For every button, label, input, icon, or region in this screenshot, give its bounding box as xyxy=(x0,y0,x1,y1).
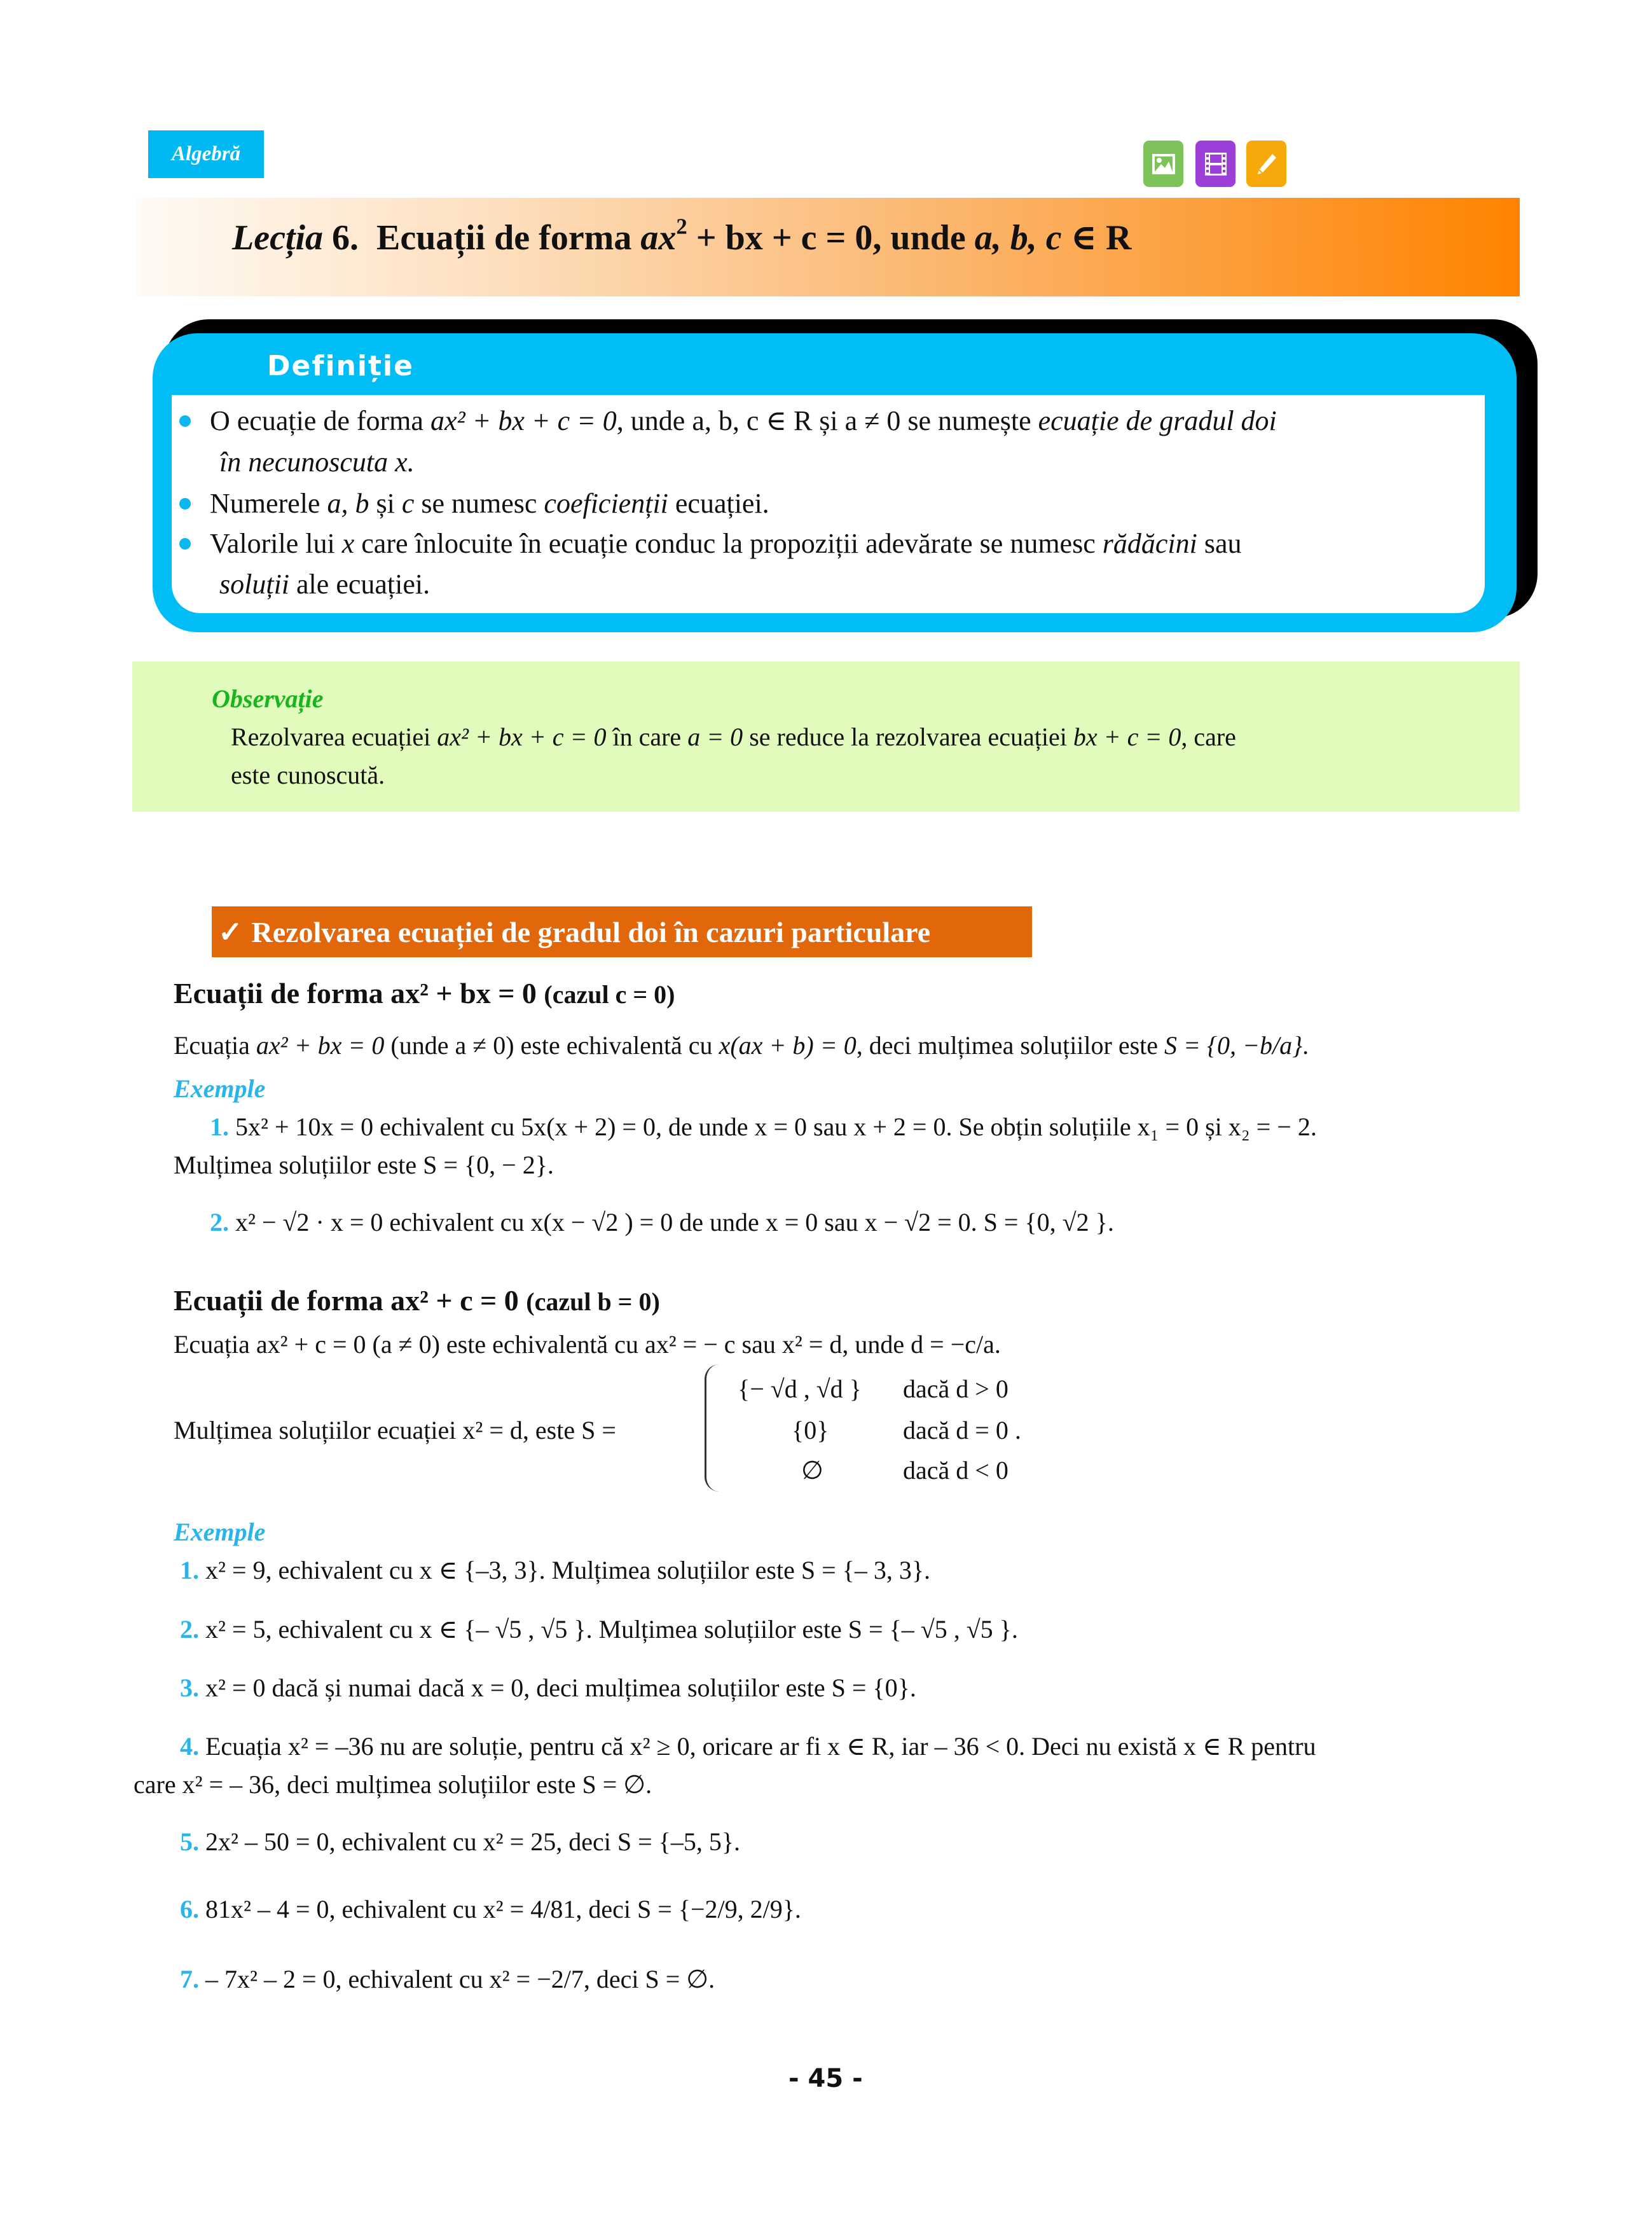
case-brace xyxy=(705,1364,719,1492)
checkmark-icon: ✓ xyxy=(218,916,243,948)
subject-badge: Algebră xyxy=(148,130,264,178)
video-icon[interactable] xyxy=(1195,141,1236,187)
example-b0-4: 4. Ecuația x² = –36 nu are soluție, pentru că x² ≥ 0, oricare ar fi x ∈ R, iar – 36 < 0. Deci nu există x ∈ R pentru xyxy=(180,1732,1316,1761)
bullet-icon xyxy=(179,415,191,427)
case-d-negative-cond: dacă d < 0 xyxy=(903,1456,1008,1485)
exemple-label-1: Exemple xyxy=(174,1074,266,1103)
case-c0-statement: Ecuația ax² + bx = 0 (unde a ≠ 0) este echivalentă cu x(ax + b) = 0, deci mulțimea soluțiilor este S = {0, −b/a}. xyxy=(174,1031,1309,1060)
definition-bullet-1-cont: în necunoscuta x. xyxy=(219,447,415,478)
definition-content xyxy=(172,395,1485,613)
definition-bullet-3-cont: soluții ale ecuației. xyxy=(219,569,430,600)
definition-bullet-1: O ecuație de forma ax² + bx + c = 0, unde a, b, c ∈ R și a ≠ 0 se numește ecuație de gradul doi xyxy=(179,405,1277,437)
case-b0-heading: Ecuații de forma ax² + c = 0 (cazul b = 0) xyxy=(174,1284,660,1317)
lesson-formula-rest: + bx + c = 0, unde xyxy=(696,218,966,258)
case-d-positive-cond: dacă d > 0 xyxy=(903,1375,1008,1403)
lesson-formula-set: ∈ R xyxy=(1070,218,1132,258)
example-c0-2: 2. x² − √2 · x = 0 echivalent cu x(x − √2 ) = 0 de unde x = 0 sau x − √2 = 0. S = {0, √2 }. xyxy=(210,1208,1114,1236)
definition-title: Definiție xyxy=(267,350,414,382)
example-c0-1: 1. 5x² + 10x = 0 echivalent cu 5x(x + 2) = 0, de unde x = 0 sau x + 2 = 0. Se obțin soluțiile x₁ = 0 și x₂ = − 2. xyxy=(210,1112,1317,1141)
lesson-title-text: Ecuații de forma xyxy=(376,218,632,258)
solution-set-label: Mulțimea soluțiilor ecuației x² = d, este S = xyxy=(174,1416,616,1444)
case-d-positive-set: {− √d , √d } xyxy=(738,1375,862,1403)
case-c0-heading: Ecuații de forma ax² + bx = 0 (cazul c = 0) xyxy=(174,977,675,1009)
lesson-title: Lecția 6. Ecuații de forma $ax^2$ + bx + c = 0, unde a, b, c ∈ R xyxy=(232,214,1132,258)
definition-bullet-2: Numerele a, b și c se numesc coeficienții ecuației. xyxy=(179,487,769,520)
bullet-icon xyxy=(179,538,191,550)
lesson-label: Lecția xyxy=(232,218,324,258)
example-b0-4-cont: care x² = – 36, deci mulțimea soluțiilor este S = ∅. xyxy=(134,1770,652,1799)
observation-title: Observație xyxy=(212,684,324,713)
lesson-formula: ax xyxy=(640,218,677,258)
lesson-number: 6. xyxy=(332,218,359,258)
bullet-icon xyxy=(179,498,191,509)
example-b0-5: 5. 2x² – 50 = 0, echivalent cu x² = 25, deci S = {–5, 5}. xyxy=(180,1827,741,1856)
example-b0-3: 3. x² = 0 dacă și numai dacă x = 0, deci mulțimea soluțiilor este S = {0}. xyxy=(180,1673,916,1702)
example-b0-7: 7. – 7x² – 2 = 0, echivalent cu x² = −2/7, deci S = ∅. xyxy=(180,1965,715,1993)
case-b0-statement: Ecuația ax² + c = 0 (a ≠ 0) este echivalentă cu ax² = − c sau x² = d, unde d = −c/a. xyxy=(174,1330,1001,1359)
section-title: Rezolvarea ecuației de gradul doi în cazuri particulare xyxy=(251,915,931,948)
observation-text-line-2: este cunoscută. xyxy=(231,761,385,789)
case-d-zero-set: {0} xyxy=(792,1416,829,1444)
case-d-negative-set: ∅ xyxy=(801,1456,823,1485)
image-icon[interactable] xyxy=(1143,141,1183,187)
example-b0-6: 6. 81x² – 4 = 0, echivalent cu x² = 4/81, deci S = {−2/9, 2/9}. xyxy=(180,1895,801,1923)
example-b0-2: 2. x² = 5, echivalent cu x ∈ {– √5 , √5 }. Mulțimea soluțiilor este S = {– √5 , √5 }. xyxy=(180,1615,1018,1644)
example-c0-1-cont: Mulțimea soluțiilor este S = {0, − 2}. xyxy=(174,1151,554,1179)
observation-text-line-1: Rezolvarea ecuației ax² + bx + c = 0 în care a = 0 se reduce la rezolvarea ecuației bx + c = 0, care xyxy=(231,723,1236,751)
pencil-icon[interactable] xyxy=(1246,141,1286,187)
exemple-label-2: Exemple xyxy=(174,1518,266,1546)
case-d-zero-cond: dacă d = 0 . xyxy=(903,1416,1021,1444)
example-b0-1: 1. x² = 9, echivalent cu x ∈ {–3, 3}. Mulțimea soluțiilor este S = {– 3, 3}. xyxy=(180,1556,931,1584)
section-header xyxy=(212,906,1032,957)
definition-bullet-3: Valorile lui x care înlocuite în ecuație conduc la propoziții adevărate se numesc rădăcini sau xyxy=(179,527,1242,560)
lesson-formula-vars: a, b, c xyxy=(974,218,1062,258)
page-number: - 45 - xyxy=(788,2064,863,2093)
